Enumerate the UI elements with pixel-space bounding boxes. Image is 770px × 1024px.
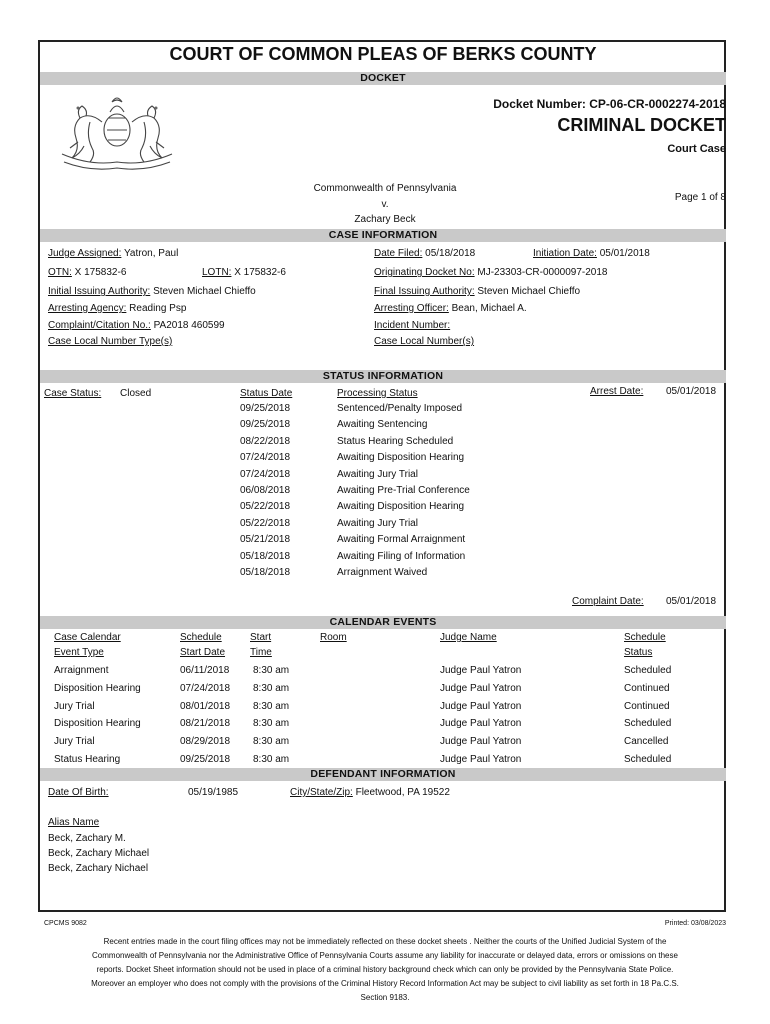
calendar-schedule-status: Scheduled	[624, 665, 672, 676]
calendar-event-type: Jury Trial	[54, 736, 95, 748]
arresting-agency	[48, 303, 186, 314]
lotn	[202, 267, 286, 278]
status-date: 05/18/2018	[240, 567, 291, 578]
calendar-event-type: Status Hearing	[54, 754, 121, 765]
case-information-bar: CASE INFORMATION	[40, 229, 726, 242]
processing-status-header: Processing Status	[337, 388, 418, 399]
processing-status: Awaiting Disposition Hearing	[337, 452, 465, 464]
alias-name: Beck, Zachary Nichael	[48, 863, 149, 874]
calendar-start-time: 8:30 am	[253, 700, 290, 712]
court-case-label: Court Case	[667, 143, 726, 155]
status-date-header: Status Date	[240, 388, 293, 399]
initiation-date	[533, 248, 650, 259]
status-date: 05/18/2018	[240, 550, 291, 562]
calendar-start-date: 08/29/2018	[180, 736, 231, 748]
originating-docket	[374, 267, 607, 278]
arresting-officer	[374, 303, 527, 314]
cal-header-start-a: Start	[250, 632, 272, 643]
court-title: COURT OF COMMON PLEAS OF BERKS COUNTY	[169, 44, 597, 64]
final-issuing-authority	[374, 286, 580, 297]
arrest-date-value: 05/01/2018	[666, 386, 717, 397]
initial-issuing-authority	[48, 286, 256, 297]
otn-value: X 175832-6	[74, 267, 127, 278]
final-auth-label: Final Issuing Authority:	[374, 286, 475, 297]
processing-status: Awaiting Filing of Information	[337, 550, 466, 562]
processing-status: Awaiting Pre-Trial Conference	[337, 485, 470, 496]
calendar-judge-name: Judge Paul Yatron	[440, 665, 522, 676]
cal-header-sched-b: Start Date	[180, 647, 226, 658]
docket-bar: DOCKET	[40, 72, 726, 85]
calendar-start-time: 8:30 am	[253, 665, 290, 676]
printed-date: Printed: 03/08/2023	[664, 920, 726, 927]
alias-name: Beck, Zachary Michael	[48, 848, 150, 859]
calendar-schedule-status: Continued	[624, 682, 670, 694]
disclaimer: Recent entries made in the court filing offices may not be immediately reflected on these docket sheets . Neither the courts of the Unified Judicial System of the Commonwealth of Pennsylvania nor the Administrative Office of Pennsylvania Courts assume any liability for inaccurate or delayed data, errors or omissions on these reports. Docket Sheet information should not be used in place of a criminal history background check which can only be provided by the Pennsylvania State Police. Moreover an employer who does not comply with the provisions of the Criminal History Record Information Act may be subject to civil liability as set forth in 18 Pa.C.S. Section 9183.	[91, 937, 679, 1002]
status-date: 06/08/2018	[240, 485, 291, 496]
agency-label: Arresting Agency:	[48, 303, 127, 314]
arrest-date-label: Arrest Date:	[590, 386, 644, 397]
status-date: 05/22/2018	[240, 501, 291, 513]
date-filed	[374, 248, 475, 259]
form-id: CPCMS 9082	[44, 920, 87, 927]
status-date: 05/22/2018	[240, 517, 291, 529]
city-value: Fleetwood, PA 19522	[355, 787, 450, 798]
cal-header-sched-a: Schedule	[180, 632, 222, 643]
judge-value: Yatron, Paul	[124, 248, 179, 259]
status-date: 09/25/2018	[240, 403, 291, 414]
officer-label: Arresting Officer:	[374, 303, 449, 314]
cal-header-event-a: Case Calendar	[54, 632, 121, 643]
calendar-start-time: 8:30 am	[253, 718, 290, 730]
complaint-date-label: Complaint Date:	[572, 596, 644, 607]
calendar-judge-name: Judge Paul Yatron	[440, 700, 522, 712]
calendar-events-bar: CALENDAR EVENTS	[40, 616, 726, 629]
calendar-start-date: 09/25/2018	[180, 754, 231, 765]
init-auth-label: Initial Issuing Authority:	[48, 286, 151, 297]
case-status-label: Case Status:	[44, 388, 102, 399]
case-local-number-label: Case Local Number(s)	[374, 336, 475, 347]
calendar-judge-name: Judge Paul Yatron	[440, 736, 522, 748]
processing-status: Awaiting Sentencing	[337, 419, 428, 431]
processing-status: Awaiting Jury Trial	[337, 517, 418, 529]
cal-header-status-b: Status	[624, 647, 653, 658]
otn-label: OTN:	[48, 267, 72, 278]
status-date: 05/21/2018	[240, 534, 291, 546]
judge-label: Judge Assigned:	[48, 248, 122, 259]
final-auth-value: Steven Michael Chieffo	[477, 286, 581, 297]
agency-value: Reading Psp	[129, 303, 187, 314]
calendar-schedule-status: Continued	[624, 700, 670, 712]
alias-name-header: Alias Name	[48, 817, 100, 828]
processing-status: Awaiting Jury Trial	[337, 468, 418, 480]
calendar-event-type: Jury Trial	[54, 700, 95, 712]
city-state-zip	[290, 787, 450, 798]
processing-status: Status Hearing Scheduled	[337, 435, 454, 447]
cal-header-judge: Judge Name	[440, 632, 497, 643]
docket-number: Docket Number: CP-06-CR-0002274-2018	[493, 97, 726, 111]
orig-docket-value: MJ-23303-CR-0000097-2018	[477, 267, 608, 278]
calendar-start-date: 08/21/2018	[180, 718, 231, 730]
status-date: 08/22/2018	[240, 435, 291, 447]
case-local-number-type-label: Case Local Number Type(s)	[48, 336, 173, 347]
calendar-start-time: 8:30 am	[253, 736, 290, 748]
calendar-schedule-status: Scheduled	[624, 718, 672, 730]
incident-number-label: Incident Number:	[374, 320, 451, 331]
caption-plaintiff: Commonwealth of Pennsylvania	[313, 183, 457, 194]
calendar-event-type: Disposition Hearing	[54, 718, 141, 730]
docket-type: CRIMINAL DOCKET	[557, 115, 726, 135]
processing-status: Sentenced/Penalty Imposed	[337, 403, 463, 414]
defendant-information-bar: DEFENDANT INFORMATION	[40, 768, 726, 781]
complaint-citation	[48, 320, 225, 331]
calendar-start-time: 8:30 am	[253, 754, 290, 765]
date-filed-label: Date Filed:	[374, 248, 423, 259]
calendar-schedule-status: Cancelled	[624, 736, 669, 748]
init-auth-value: Steven Michael Chieffo	[153, 286, 256, 297]
page-indicator: Page 1 of 8	[674, 192, 726, 203]
caption-versus: v.	[381, 199, 389, 210]
calendar-start-date: 06/11/2018	[180, 665, 230, 676]
complaint-label: Complaint/Citation No.:	[48, 320, 151, 331]
cal-header-event-b: Event Type	[54, 647, 104, 658]
calendar-event-type: Disposition Hearing	[54, 682, 141, 694]
caption-defendant: Zachary Beck	[354, 214, 416, 225]
alias-name: Beck, Zachary M.	[48, 833, 126, 844]
orig-docket-label: Originating Docket No:	[374, 267, 475, 278]
calendar-start-date: 07/24/2018	[180, 682, 231, 694]
status-date: 07/24/2018	[240, 452, 291, 464]
judge-assigned	[48, 248, 178, 259]
pennsylvania-seal-icon	[50, 92, 185, 174]
cal-header-room: Room	[320, 632, 347, 643]
initiation-value: 05/01/2018	[599, 248, 650, 259]
dob-label: Date Of Birth:	[48, 787, 109, 798]
processing-status: Awaiting Formal Arraignment	[337, 534, 466, 546]
complaint-value: PA2018 460599	[153, 320, 225, 331]
calendar-start-date: 08/01/2018	[180, 700, 231, 712]
cal-header-status-a: Schedule	[624, 632, 666, 643]
calendar-schedule-status: Scheduled	[624, 754, 672, 765]
otn	[48, 267, 126, 278]
lotn-value: X 175832-6	[234, 267, 286, 278]
officer-value: Bean, Michael A.	[451, 303, 527, 314]
calendar-event-type: Arraignment	[54, 665, 109, 676]
dob-value: 05/19/1985	[188, 787, 239, 798]
date-filed-value: 05/18/2018	[425, 248, 476, 259]
calendar-judge-name: Judge Paul Yatron	[440, 682, 522, 694]
city-label: City/State/Zip:	[290, 787, 353, 798]
status-date: 09/25/2018	[240, 419, 291, 431]
processing-status: Arraignment Waived	[337, 567, 428, 578]
calendar-start-time: 8:30 am	[253, 682, 290, 694]
calendar-judge-name: Judge Paul Yatron	[440, 754, 522, 765]
status-date: 07/24/2018	[240, 468, 291, 480]
lotn-label: LOTN:	[202, 267, 232, 278]
case-status-value: Closed	[120, 388, 152, 399]
initiation-label: Initiation Date:	[533, 248, 597, 259]
complaint-date-value: 05/01/2018	[666, 596, 717, 607]
calendar-judge-name: Judge Paul Yatron	[440, 718, 522, 730]
status-information-bar: STATUS INFORMATION	[40, 370, 726, 383]
processing-status: Awaiting Disposition Hearing	[337, 501, 465, 513]
cal-header-start-b: Time	[250, 647, 272, 658]
